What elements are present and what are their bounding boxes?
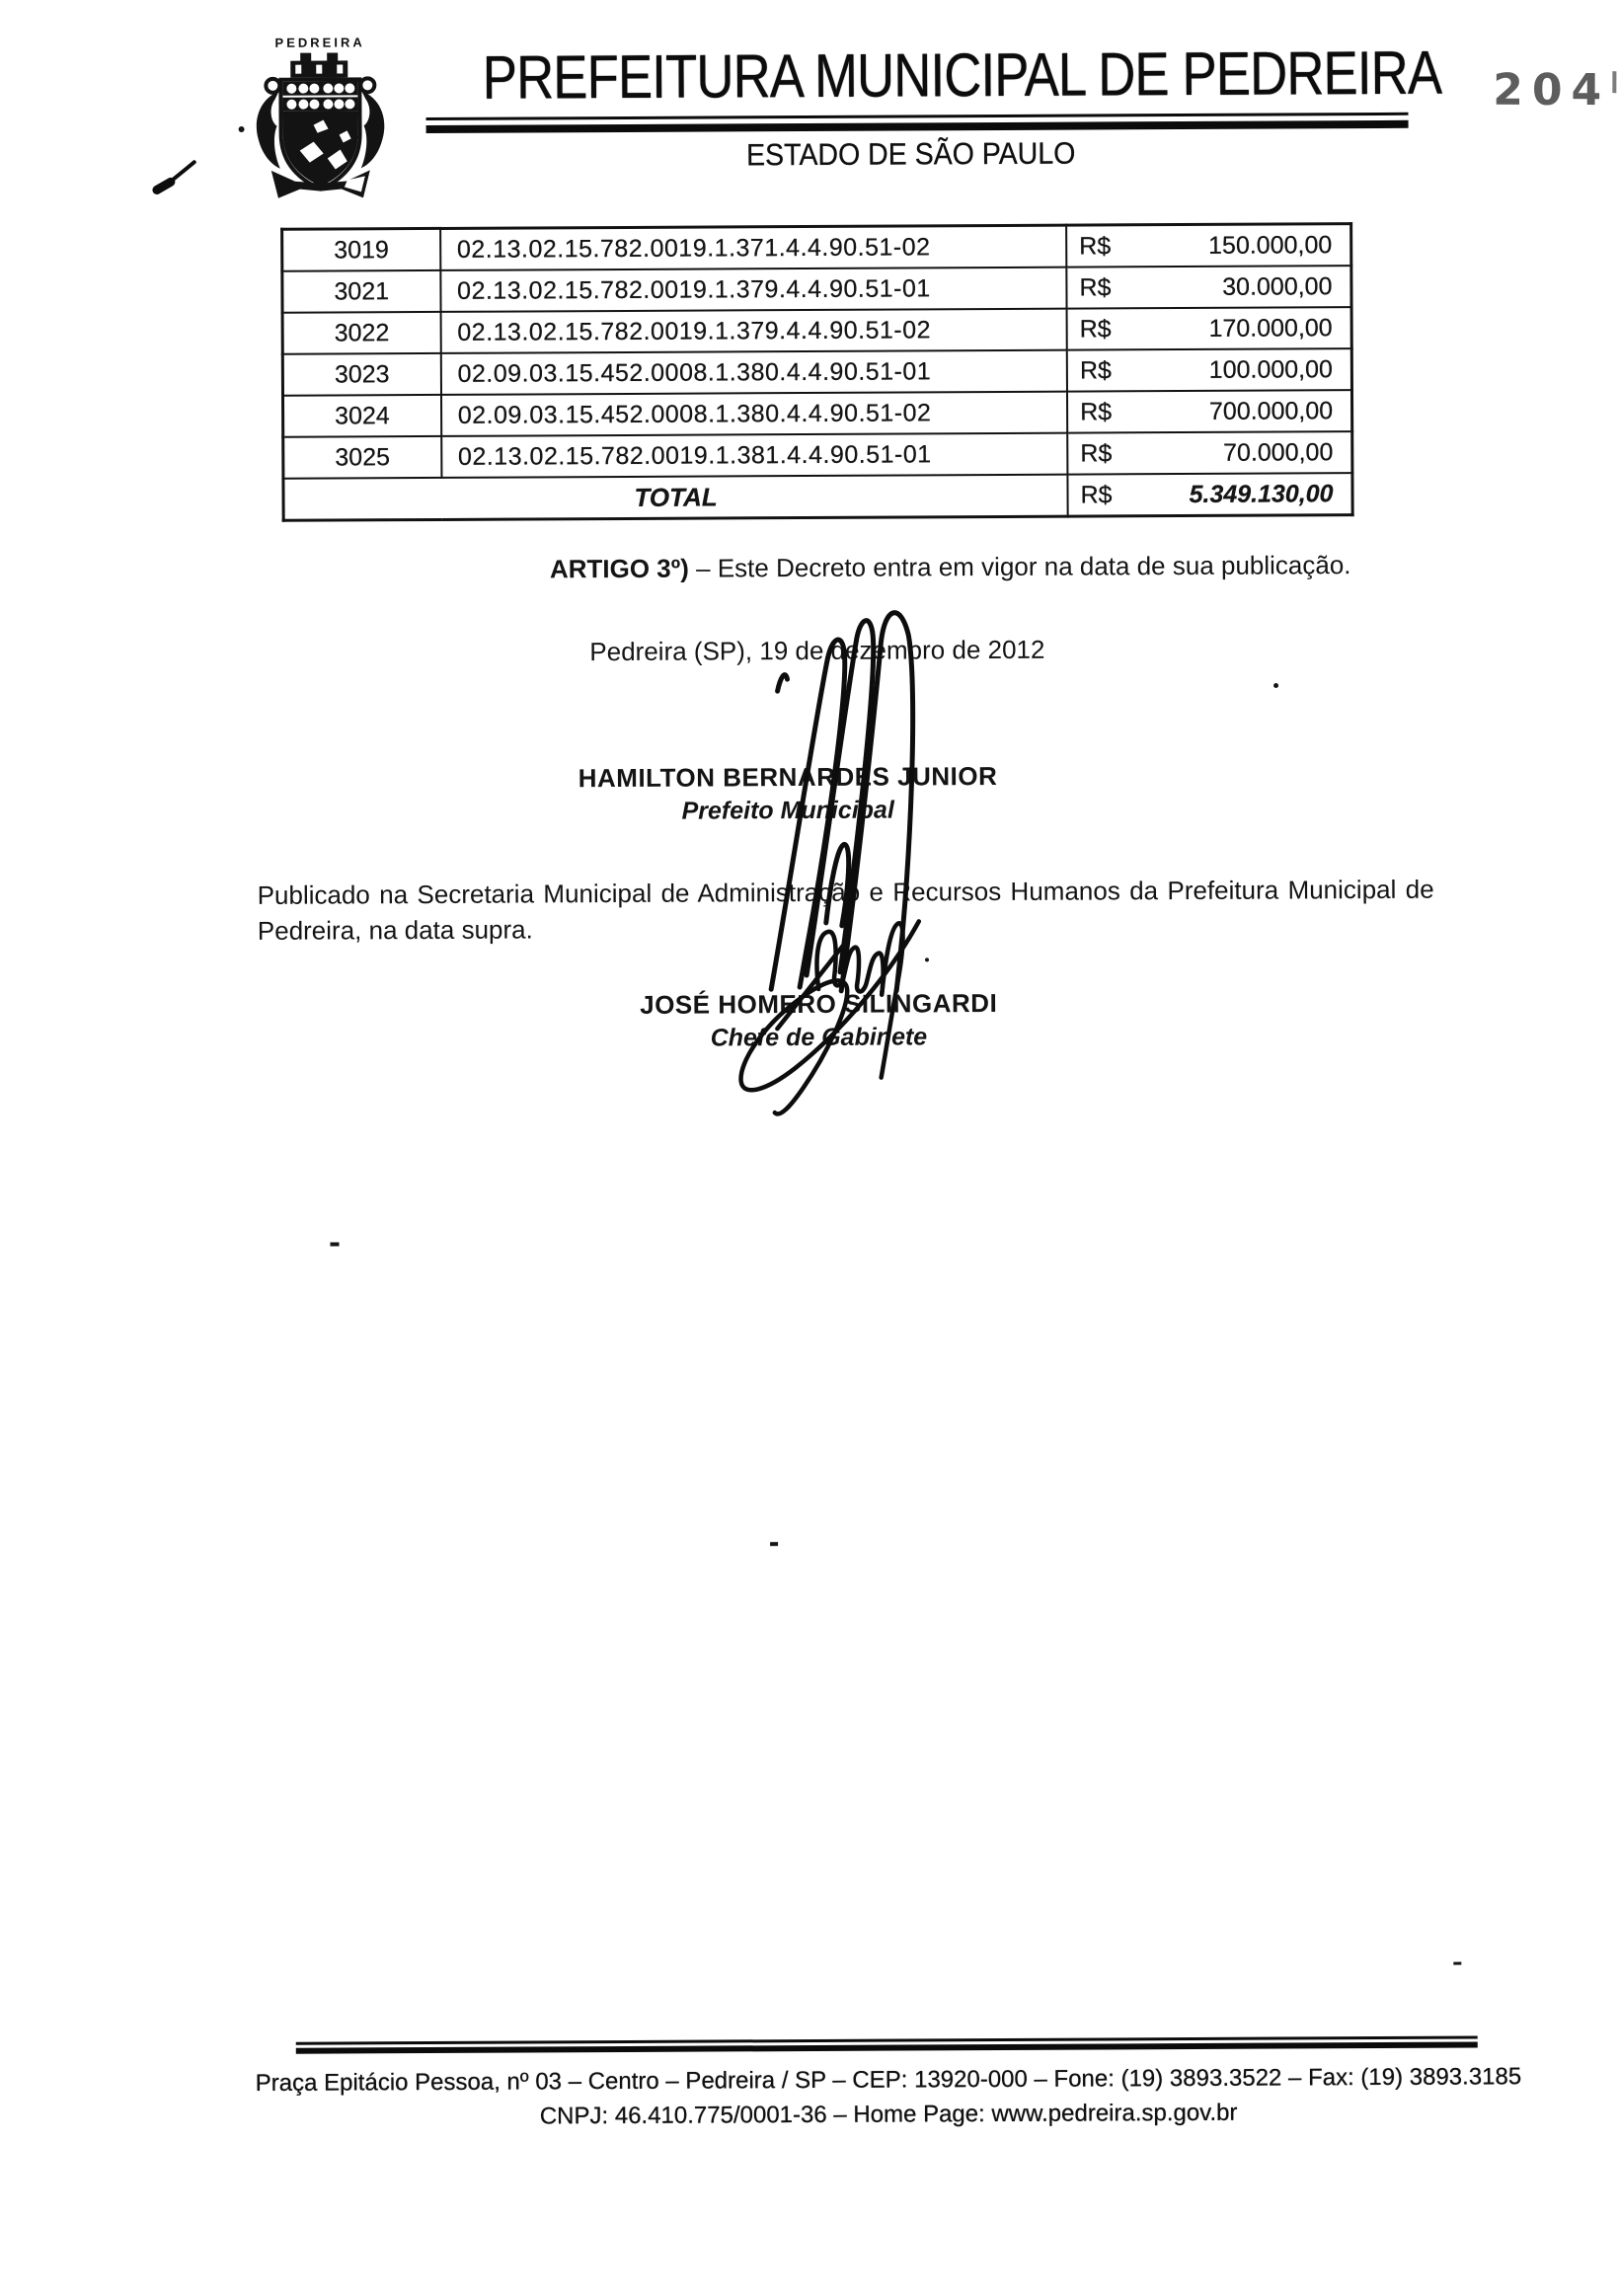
- signer-role: Prefeito Municipal: [681, 796, 894, 825]
- currency: R$: [1079, 314, 1112, 344]
- footer-line1: Praça Epitácio Pessoa, nº 03 – Centro – Pedreira / SP – CEP: 13920-000 – Fone: (19) 3893.3522 – Fax: (19) 3893.3185: [255, 2063, 1522, 2097]
- currency: R$: [1080, 438, 1113, 468]
- publication-line2: Pedreira, na data supra.: [257, 914, 533, 946]
- footer-address-block: [252, 2059, 1525, 2135]
- table-row: [282, 224, 1351, 271]
- amount: 150.000,00: [1208, 230, 1333, 260]
- total-label: TOTAL: [283, 475, 1068, 521]
- table-row: [283, 390, 1352, 437]
- amount-cell: [1067, 307, 1352, 350]
- amount: 70.000,00: [1223, 437, 1334, 467]
- total-currency: R$: [1080, 480, 1113, 509]
- currency: R$: [1080, 397, 1113, 426]
- signer-name: HAMILTON BERNARDES JUNIOR: [578, 760, 998, 794]
- ref-cell: 3021: [282, 270, 440, 313]
- table-total-row: [283, 473, 1352, 520]
- table-row: [282, 266, 1351, 313]
- stamp-number: 204: [1493, 64, 1611, 116]
- amount: 170.000,00: [1208, 313, 1333, 343]
- signer-role: Chefe de Gabinete: [710, 1023, 928, 1052]
- header-divider: [426, 113, 1409, 133]
- total-amount-cell: [1067, 473, 1352, 516]
- footer-divider: [296, 2035, 1478, 2053]
- table-row: [282, 348, 1351, 396]
- currency: R$: [1079, 355, 1112, 385]
- ref-cell: 3019: [282, 228, 440, 270]
- code-cell: 02.13.02.15.782.0019.1.379.4.4.90.51-02: [440, 309, 1067, 353]
- amount-cell: [1067, 348, 1352, 392]
- amount-cell: [1067, 431, 1352, 475]
- document-title: PREFEITURA MUNICIPAL DE PEDREIRA: [482, 38, 1442, 113]
- amount-cell: [1066, 266, 1351, 309]
- ref-cell: 3022: [282, 312, 440, 354]
- currency: R$: [1079, 272, 1112, 302]
- amount: 100.000,00: [1208, 354, 1333, 384]
- publication-line1: Publicado na Secretaria Municipal de Administração e Recursos Humanos da Prefeitura Municipal de: [257, 874, 1434, 910]
- code-cell: 02.09.03.15.452.0008.1.380.4.4.90.51-01: [440, 350, 1067, 395]
- code-cell: 02.13.02.15.782.0019.1.379.4.4.90.51-01: [440, 268, 1067, 312]
- ref-cell: 3024: [283, 395, 441, 437]
- stamp-faint-marks: [1612, 53, 1618, 104]
- publication-paragraph: [258, 872, 1434, 949]
- code-cell: 02.13.02.15.782.0019.1.381.4.4.90.51-01: [441, 433, 1068, 478]
- artigo-text: – Este Decreto entra em vigor na data de sua publicação.: [688, 550, 1351, 583]
- signer-block-mayor: [492, 761, 1084, 827]
- table-row: [282, 307, 1351, 354]
- code-cell: 02.09.03.15.452.0008.1.380.4.4.90.51-02: [441, 392, 1068, 436]
- currency: R$: [1079, 231, 1112, 261]
- pen-mark: [157, 162, 194, 190]
- total-amount: 5.349.130,00: [1189, 479, 1334, 508]
- signer-name: JOSÉ HOMERO SILINGARDI: [640, 987, 998, 1020]
- amount: 700.000,00: [1208, 396, 1334, 425]
- page-number-stamp: [1493, 53, 1618, 115]
- budget-table: [280, 222, 1354, 522]
- table-row: [283, 431, 1352, 479]
- code-cell: 02.13.02.15.782.0019.1.371.4.4.90.51-02: [440, 225, 1067, 270]
- amount: 30.000,00: [1222, 271, 1333, 301]
- ref-cell: 3025: [283, 436, 441, 479]
- artigo-paragraph: [550, 550, 1399, 585]
- footer-line2: CNPJ: 46.410.775/0001-36 – Home Page: www.pedreira.sp.gov.br: [539, 2099, 1238, 2130]
- pedreira-coat-of-arms-icon: [244, 32, 397, 204]
- document-subtitle: ESTADO DE SÃO PAULO: [745, 135, 1076, 173]
- signer-block-chief-of-staff: [522, 987, 1115, 1053]
- amount-cell: [1066, 224, 1351, 268]
- date-place-line: Pedreira (SP), 19 de dezembro de 2012: [589, 634, 1045, 667]
- artigo-label: ARTIGO 3º): [549, 553, 689, 584]
- ref-cell: 3023: [282, 353, 440, 396]
- crest-motto: PEDREIRA: [274, 35, 365, 50]
- amount-cell: [1067, 390, 1352, 433]
